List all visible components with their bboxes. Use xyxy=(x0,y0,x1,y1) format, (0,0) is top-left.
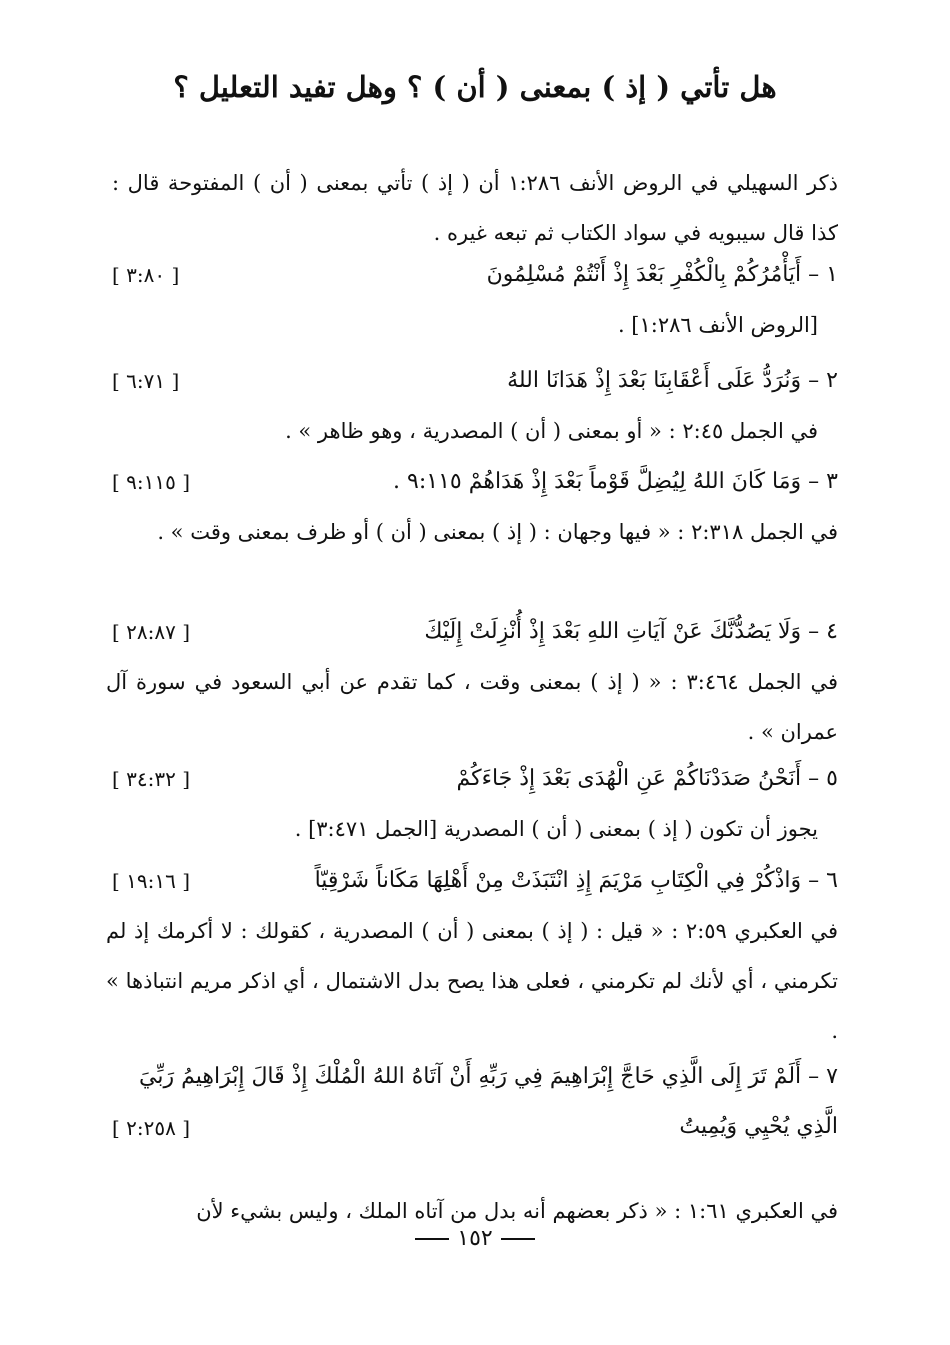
commentary: في الجمل ٣:٤٦٤ : « ( إذ ) بمعنى وقت ، كما تقدم عن أبي السعود في سورة آل عمران » . xyxy=(106,670,838,744)
verse-reference: [ ٦:٧١ ] xyxy=(112,369,180,393)
verse-reference: [ ٣٤:٣٢ ] xyxy=(112,767,191,791)
entry-3 xyxy=(106,457,838,557)
footer-dash xyxy=(501,1238,535,1240)
commentary: في الجمل ٢:٣١٨ : « فيها وجهان : ( إذ ) بمعنى ( أن ) أو ظرف بمعنى وقت » . xyxy=(157,520,838,544)
verse-text: أَلَمْ تَرَ إِلَى الَّذِي حَاجَّ إِبْرَاهِيمَ فِي رَبِّهِ أَنْ آتَاهُ اللهُ الْمُلْكَ إِذْ قَالَ إِبْرَاهِيمُ رَبِّيَ الَّذِي يُحْيِي وَيُمِيتُ xyxy=(139,1064,838,1139)
commentary: في العكبري ٢:٥٩ : « قيل : ( إذ ) بمعنى ( أن ) المصدرية ، كقولك : لا أكرمك إذ لم تكرمني ، أي لأنك لم تكرمني ، فعلى هذا يصح بدل الاشتمال ، أي اذكر مريم انتباذها » . xyxy=(106,919,839,1043)
verse-line xyxy=(106,1052,838,1152)
verse-reference: [ ١٩:١٦ ] xyxy=(112,869,191,893)
entry-2 xyxy=(106,356,838,456)
verse-reference: [ ٢:٢٥٨ ] xyxy=(112,1116,191,1140)
entry-number: ٣ – xyxy=(808,469,838,494)
verse-line xyxy=(106,457,838,507)
commentary: يجوز أن تكون ( إذ ) بمعنى ( أن ) المصدرية [الجمل ٣:٤٧١] . xyxy=(294,817,818,841)
verse-line xyxy=(106,356,838,406)
entry-4 xyxy=(106,607,838,757)
entry-1 xyxy=(106,250,838,350)
entry-number: ٦ – xyxy=(808,868,838,893)
entry-5 xyxy=(106,754,838,854)
entry-number: ٥ – xyxy=(808,766,838,791)
verse-text: وَنُرَدُّ عَلَى أَعْقَابِنَا بَعْدَ إِذْ هَدَانَا اللهُ xyxy=(507,368,802,393)
verse-reference: [ ٢٨:٨٧ ] xyxy=(112,620,191,644)
page-number: ١٥٢ xyxy=(457,1226,493,1251)
footer-dash xyxy=(415,1238,449,1240)
verse-text: أَيَأْمُرُكُمْ بِالْكُفْرِ بَعْدَ إِذْ أَنْتُمْ مُسْلِمُونَ xyxy=(486,262,802,287)
page-title: هل تأتي ( إذ ) بمعنى ( أن ) ؟ وهل تفيد التعليل ؟ xyxy=(173,70,777,104)
page-footer xyxy=(0,1226,950,1251)
verse-line xyxy=(106,856,838,906)
commentary: في العكبري ١:٦١ : « ذكر بعضهم أنه بدل من آتاه الملك ، وليس بشيء لأن xyxy=(196,1199,838,1223)
verse-text: وَمَا كَانَ اللهُ لِيُضِلَّ قَوْماً بَعْدَ إِذْ هَدَاهُمْ ٩:١١٥ . xyxy=(393,469,802,494)
verse-text: وَاذْكُرْ فِي الْكِتَابِ مَرْيَمَ إِذِ انْتَبَذَتْ مِنْ أَهْلِهَا مَكَاناً شَرْقِيّاً xyxy=(314,868,802,893)
verse-line xyxy=(106,607,838,657)
verse-reference: [ ٩:١١٥ ] xyxy=(112,470,191,494)
entry-number: ٢ – xyxy=(808,368,838,393)
entry-number: ١ – xyxy=(808,262,838,287)
commentary: في الجمل ٢:٤٥ : « أو بمعنى ( أن ) المصدرية ، وهو ظاهر » . xyxy=(285,419,818,443)
verse-text: أَنَحْنُ صَدَدْنَاكُمْ عَنِ الْهُدَى بَعْدَ إِذْ جَاءَكُمْ xyxy=(456,766,802,791)
entry-number: ٧ – xyxy=(808,1064,838,1089)
verse-line xyxy=(106,250,838,300)
commentary: [الروض الأنف ١:٢٨٦] . xyxy=(617,313,818,337)
verse-text: وَلَا يَصُدُّنَّكَ عَنْ آيَاتِ اللهِ بَعْدَ إِذْ أُنْزِلَتْ إِلَيْكَ xyxy=(424,619,802,644)
verse-line xyxy=(106,754,838,804)
entry-6 xyxy=(106,856,838,1056)
entry-7 xyxy=(106,1052,838,1236)
entry-number: ٤ – xyxy=(808,619,838,644)
verse-reference: [ ٣:٨٠ ] xyxy=(112,263,180,287)
intro-paragraph: ذكر السهيلي في الروض الأنف ١:٢٨٦ أن ( إذ ) تأتي بمعنى ( أن ) المفتوحة قال : كذا قال سيبويه في سواد الكتاب ثم تبعه غيره . xyxy=(112,171,838,245)
